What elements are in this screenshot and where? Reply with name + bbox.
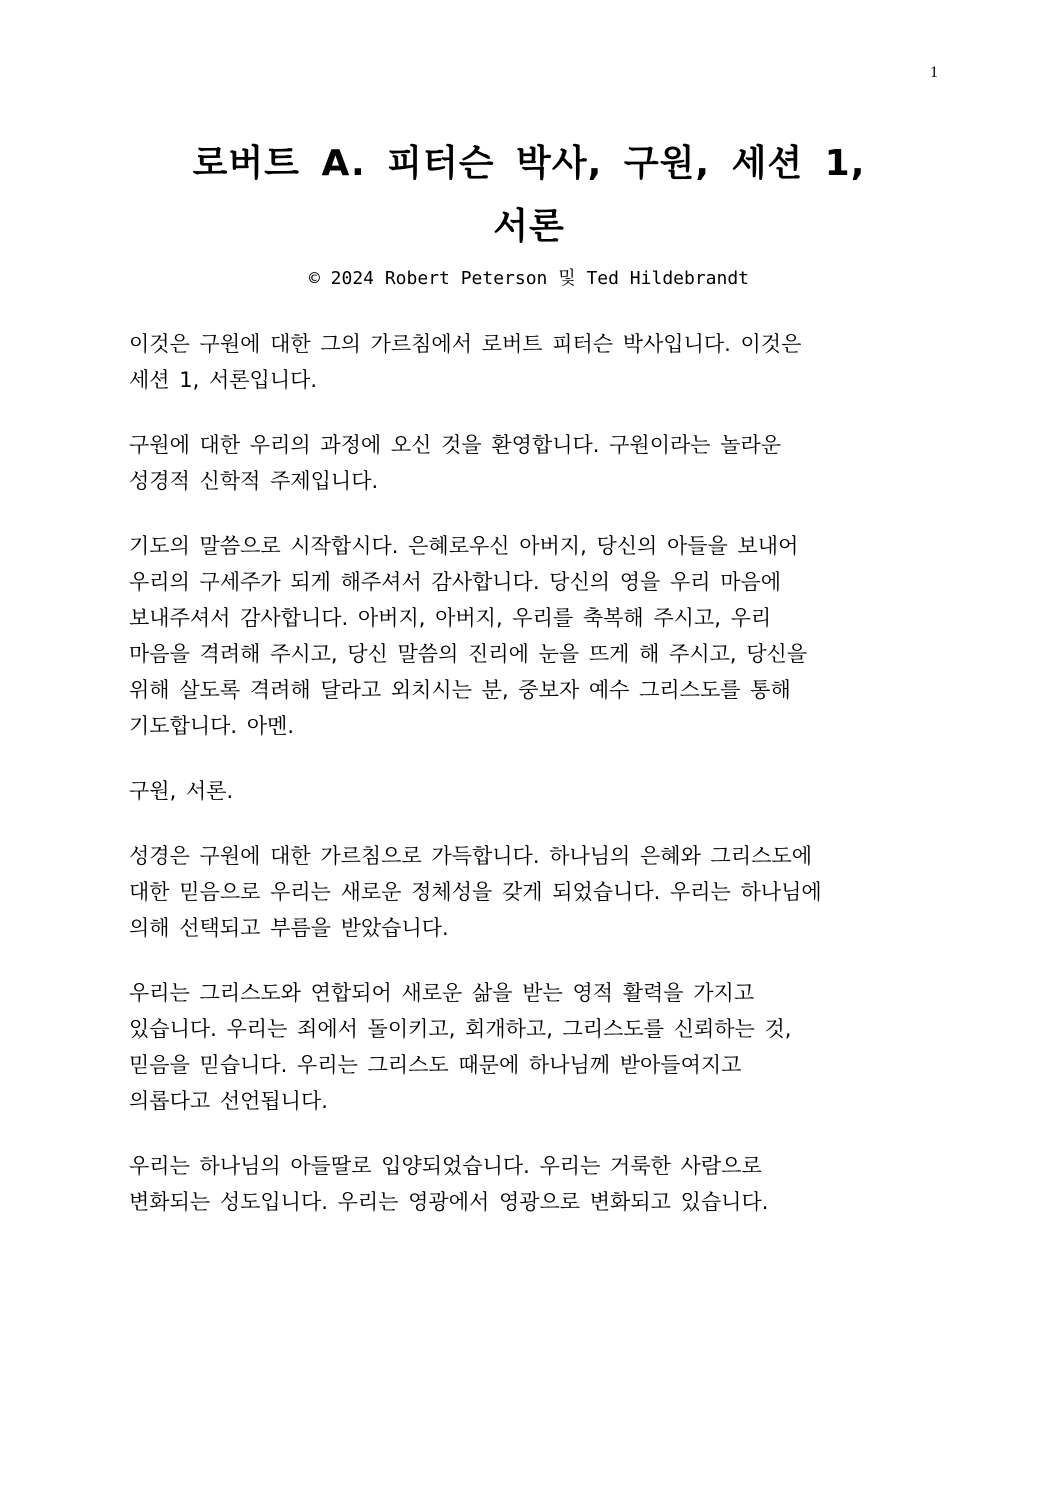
text-line: 우리의 구세주가 되게 해주셔서 감사합니다. 당신의 영을 우리 마음에 (129, 570, 782, 594)
text-line: 세션 1, 서론입니다. (129, 368, 318, 392)
text-line: 대한 믿음으로 우리는 새로운 정체성을 갖게 되었습니다. 우리는 하나님에 (129, 880, 822, 904)
text-line: 구원, 서론. (129, 779, 234, 803)
paragraph-prayer (129, 528, 929, 744)
paragraph-union (129, 975, 929, 1119)
title-line-2: 서론 (493, 206, 565, 247)
page-number: 1 (930, 64, 938, 81)
text-line: 보내주셔서 감사합니다. 아버지, 아버지, 우리를 축복해 주시고, 우리 (129, 606, 772, 630)
text-line: 믿음을 믿습니다. 우리는 그리스도 때문에 하나님께 받아들여지고 (129, 1053, 742, 1077)
text-line: 구원에 대한 우리의 과정에 오신 것을 환영합니다. 구원이라는 놀라운 (129, 433, 782, 457)
text-line: 위해 살도록 격려해 달라고 외치시는 분, 중보자 예수 그리스도를 통해 (129, 678, 791, 702)
text-line: 기도합니다. 아멘. (129, 714, 295, 738)
text-line: 마음을 격려해 주시고, 당신 말씀의 진리에 눈을 뜨게 해 주시고, 당신을 (129, 642, 808, 666)
title-line-1: 로버트 A. 피터슨 박사, 구원, 세션 1, (192, 143, 866, 184)
text-line: 있습니다. 우리는 죄에서 돌이키고, 회개하고, 그리스도를 신뢰하는 것, (129, 1017, 792, 1041)
paragraph-intro (129, 326, 929, 398)
text-line: 의해 선택되고 부름을 받았습니다. (129, 916, 449, 940)
text-line: 기도의 말씀으로 시작합시다. 은혜로우신 아버지, 당신의 아들을 보내어 (129, 534, 799, 558)
text-line: 의롭다고 선언됩니다. (129, 1089, 328, 1113)
text-line: 우리는 그리스도와 연합되어 새로운 삶을 받는 영적 활력을 가지고 (129, 981, 755, 1005)
text-line: 성경적 신학적 주제입니다. (129, 469, 379, 493)
document-body (129, 326, 929, 1249)
paragraph-teaching (129, 838, 929, 946)
text-line: 이것은 구원에 대한 그의 가르침에서 로버트 피터슨 박사입니다. 이것은 (129, 332, 802, 356)
document-title (100, 132, 958, 258)
copyright-line: © 2024 Robert Peterson 및 Ted Hildebrandt (308, 268, 750, 289)
paragraph-section-heading (129, 773, 929, 809)
paragraph-adoption (129, 1148, 929, 1220)
text-line: 성경은 구원에 대한 가르침으로 가득합니다. 하나님의 은혜와 그리스도에 (129, 844, 812, 868)
paragraph-welcome (129, 427, 929, 499)
text-line: 우리는 하나님의 아들딸로 입양되었습니다. 우리는 거룩한 사람으로 (129, 1154, 762, 1178)
text-line: 변화되는 성도입니다. 우리는 영광에서 영광으로 변화되고 있습니다. (129, 1190, 769, 1214)
